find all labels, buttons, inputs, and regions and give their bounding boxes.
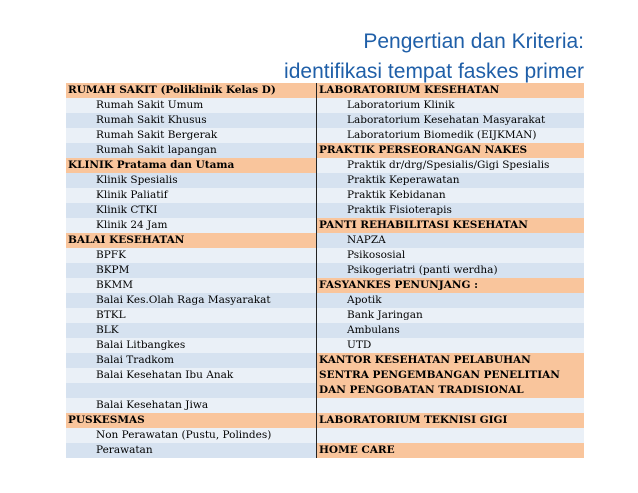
facility-item: BTKL [66,308,316,323]
facility-item: Rumah Sakit Bergerak [66,128,316,143]
table-row [66,158,584,173]
facility-item: BKMM [66,278,316,293]
facility-item: Balai Tradkom [66,353,316,368]
table-row [66,248,584,263]
table-row [66,278,584,293]
slide-title-line-2: identifikasi tempat faskes primer [284,60,584,83]
facility-item: Rumah Sakit lapangan [66,143,316,158]
facility-item: Praktik Keperawatan [316,173,584,188]
facility-item: Balai Litbangkes [66,338,316,353]
facility-item [66,383,316,398]
table-row [66,188,584,203]
table-row [66,413,584,428]
category-header: PRAKTIK PERSEORANGAN NAKES [316,143,584,158]
facility-item: BKPM [66,263,316,278]
facility-item: Ambulans [316,323,584,338]
facility-item: Rumah Sakit Khusus [66,113,316,128]
table-row [66,263,584,278]
table-row [66,443,584,458]
facility-item: NAPZA [316,233,584,248]
category-header: LABORATORIUM TEKNISI GIGI [316,413,584,428]
table-row [66,203,584,218]
slide-title-line-1: Pengertian dan Kriteria: [363,30,584,53]
category-header: SENTRA PENGEMBANGAN PENELITIAN [316,368,584,383]
table-row [66,383,584,398]
facility-item: BLK [66,323,316,338]
table-row [66,293,584,308]
facility-item: UTD [316,338,584,353]
table-row [66,218,584,233]
category-header: BALAI KESEHATAN [66,233,316,248]
category-header: LABORATORIUM KESEHATAN [316,83,584,98]
table-row [66,323,584,338]
facility-item: Klinik 24 Jam [66,218,316,233]
table-row [66,233,584,248]
facility-item: Praktik dr/drg/Spesialis/Gigi Spesialis [316,158,584,173]
facility-item: Bank Jaringan [316,308,584,323]
facility-item: Non Perawatan (Pustu, Polindes) [66,428,316,443]
facility-item: Balai Kesehatan Jiwa [66,398,316,413]
facility-item: Klinik Spesialis [66,173,316,188]
table-row [66,98,584,113]
facility-table [66,83,584,458]
table-row [66,308,584,323]
facility-item: Psikogeriatri (panti werdha) [316,263,584,278]
facility-item: Rumah Sakit Umum [66,98,316,113]
category-header: HOME CARE [316,443,584,458]
facility-item: Psikososial [316,248,584,263]
facility-item: Praktik Fisioterapis [316,203,584,218]
facility-item [316,428,584,443]
category-header: KANTOR KESEHATAN PELABUHAN [316,353,584,368]
category-header: KLINIK Pratama dan Utama [66,158,316,173]
facility-item [316,398,584,413]
facility-item: Perawatan [66,443,316,458]
facility-item: Apotik [316,293,584,308]
facility-item: Laboratorium Kesehatan Masyarakat [316,113,584,128]
table-row [66,368,584,383]
facility-item: Laboratorium Klinik [316,98,584,113]
table-row [66,398,584,413]
category-header: RUMAH SAKIT (Poliklinik Kelas D) [66,83,316,98]
category-header: PANTI REHABILITASI KESEHATAN [316,218,584,233]
table-row [66,128,584,143]
table-row [66,83,584,98]
table-row [66,173,584,188]
facility-item: BPFK [66,248,316,263]
table-row [66,428,584,443]
facility-item: Klinik CTKI [66,203,316,218]
facility-item: Balai Kes.Olah Raga Masyarakat [66,293,316,308]
table-row [66,113,584,128]
category-header: DAN PENGOBATAN TRADISIONAL [316,383,584,398]
facility-item: Balai Kesehatan Ibu Anak [66,368,316,383]
facility-item: Praktik Kebidanan [316,188,584,203]
facility-item: Klinik Paliatif [66,188,316,203]
table-row [66,353,584,368]
category-header: FASYANKES PENUNJANG : [316,278,584,293]
facility-item: Laboratorium Biomedik (EIJKMAN) [316,128,584,143]
table-row [66,143,584,158]
category-header: PUSKESMAS [66,413,316,428]
table-row [66,338,584,353]
